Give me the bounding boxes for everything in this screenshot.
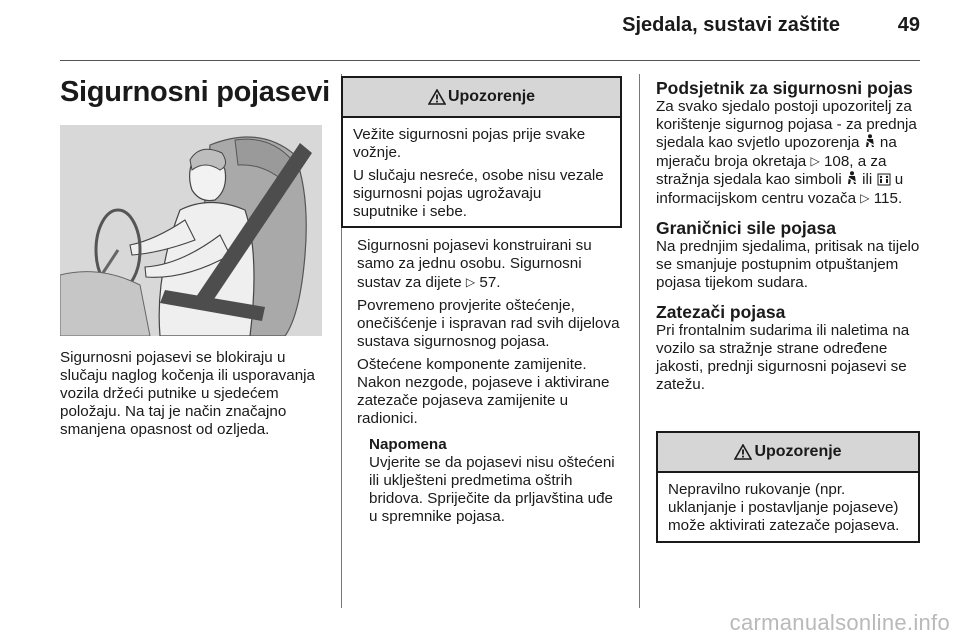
intro-paragraph: Sigurnosni pojasevi se blokiraju u slučaju naglog kočenja ili usporavanja vozila držeći putnike u sjedećem položaju. Na taj je način značajno smanjena opasnost od ozljeda. <box>60 349 315 438</box>
section-title: Sigurnosni pojasevi <box>60 76 330 108</box>
seatbelt-icon <box>846 171 858 186</box>
page-number: 49 <box>897 14 920 36</box>
seatbelt-icon <box>864 134 876 149</box>
warning-title-2: Upozorenje <box>754 443 842 460</box>
page-ref-arrow-icon: ▷ <box>860 191 870 205</box>
pretensioner-paragraph: Pri frontalnim sudarima ili naletima na vozilo sa stražnje strane određene jakosti, prednji sigurnosni pojasevi se zatežu. <box>656 322 910 393</box>
page-ref-arrow-icon: ▷ <box>465 275 476 289</box>
reminder-text-c: 108, a za stražnja sjedala kao simboli <box>656 153 887 188</box>
warning2-text-1: Nepravilno rukovanje (npr. uklanjanje i postavljanje pojaseve) može aktivirati zatezače pojaseva. <box>668 481 900 534</box>
warning-box-1 <box>341 76 622 228</box>
reminder-text-e: u informacijskom centru vozača <box>656 171 904 207</box>
reminder-text-d: ili <box>857 171 877 188</box>
reminder-title: Podsjetnik za sigurnosni pojas <box>656 78 913 98</box>
limiter-paragraph: Na prednjim sjedalima, pritisak na tijelo se smanjuje postupnim otpuštanjem pojasa tijekom sudara. <box>656 238 920 291</box>
header-rule <box>60 60 920 61</box>
pretensioner-title: Zatezači pojasa <box>656 302 786 322</box>
warning-title-1: Upozorenje <box>447 88 536 105</box>
warning-box-2 <box>656 431 920 543</box>
warning-header-1 <box>343 78 620 118</box>
reminder-paragraph <box>656 98 922 208</box>
col2-paragraph-3: Oštećene komponente zamijenite. Nakon nezgode, pojaseve i aktivirane zatezače pojaseva zamijenite u radionici. <box>357 356 610 427</box>
watermark: carmanualsonline.info <box>729 610 950 635</box>
warning-body-1 <box>343 118 620 221</box>
warning1-text-1: Vežite sigurnosni pojas prije svake vožnje. <box>353 126 586 161</box>
limiter-title: Graničnici sile pojasa <box>656 218 836 238</box>
warning-triangle-icon <box>428 89 446 105</box>
warning1-text-2: U slučaju nesreće, osobe nisu vezale sigurnosni pojas ugrožavaju suputnike i sebe. <box>353 167 604 220</box>
col1-paragraph-block <box>60 349 322 439</box>
col2-paragraph-2: Povremeno provjerite oštećenje, onečišćenje i ispravan rad svih dijelova sustava sigurnosnog pojasa. <box>357 297 620 350</box>
warning-triangle-icon <box>734 444 752 460</box>
page-ref-arrow-icon: ▷ <box>810 154 820 168</box>
header-title: Sjedala, sustavi zaštite <box>622 14 840 36</box>
reminder-text-a: Za svako sjedalo postoji upozoritelj za korištenje sigurnog pojasa - za prednja sjedala kao svjetlo upozorenja <box>656 98 917 151</box>
page-ref-115[interactable]: 115. <box>873 190 903 207</box>
warning-body-2 <box>658 473 918 535</box>
column-divider-2 <box>639 74 640 608</box>
page-ref-57[interactable]: 57. <box>479 274 501 291</box>
warning-header-2 <box>658 433 918 473</box>
col2-p1-text: Sigurnosni pojasevi konstruirani su samo za jednu osobu. Sigurnosni sustav za dijete <box>357 237 592 291</box>
rear-seatbelt-icon <box>877 173 891 186</box>
col2-text-block <box>357 237 623 526</box>
reminder-text-b: na mjeraču broja okretaja <box>656 134 897 170</box>
col3-text-block <box>656 78 922 404</box>
col2-paragraph-1 <box>357 237 623 292</box>
seatbelt-illustration <box>60 125 322 336</box>
note-block <box>357 436 623 526</box>
note-text: Uvjerite se da pojasevi nisu oštećeni ili uklješteni predmetima oštrih bridova. Spriječite da prljavština uđe u spremnike pojasa. <box>369 454 615 525</box>
note-title: Napomena <box>369 436 447 453</box>
